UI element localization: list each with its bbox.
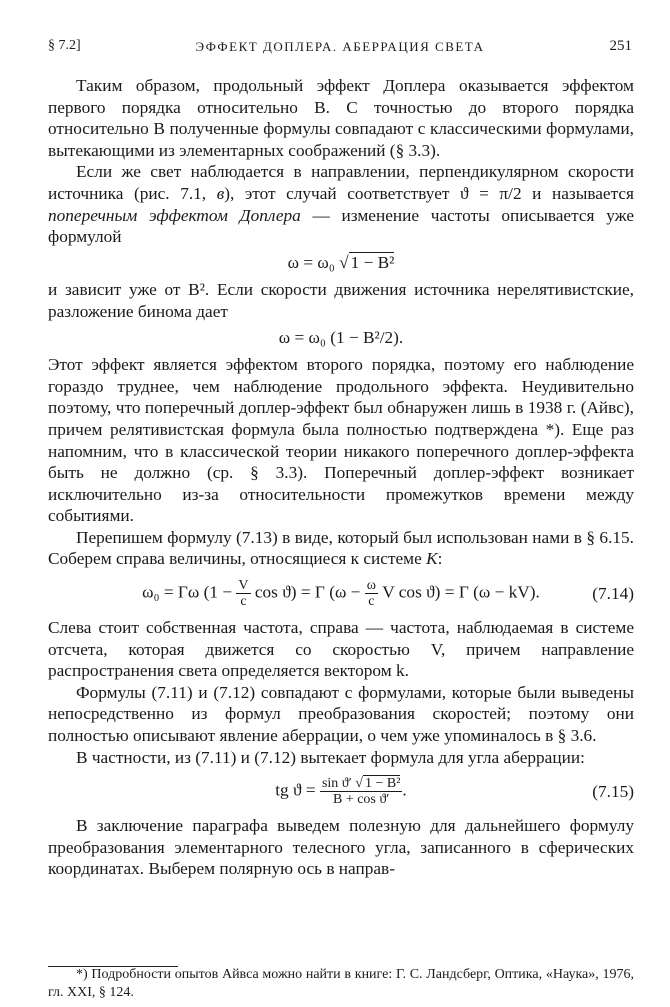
equation-number: (7.15) — [592, 781, 634, 801]
text-run: ), этот случай соответствует ϑ = π/2 и называется — [224, 183, 634, 203]
equation-binomial: ω = ω₀ (1 − B²/2). — [278, 327, 404, 347]
main-text — [48, 75, 634, 880]
text-run-italic: в — [216, 183, 225, 203]
paragraph-5 — [48, 527, 634, 570]
paragraph-8: В частности, из (7.11) и (7.12) вытекает формула для угла аберрации: — [76, 747, 585, 767]
paragraph-2 — [48, 161, 634, 247]
eq-left: ω = ω₀ — [287, 252, 335, 272]
paragraph-1: Таким образом, продольный эффект Доплера оказывается эффектом первого порядка относительно B. С точностью до второго порядка относительно B полученные формулы совпадают с классическими формулами, вытекающими из элементарных соображений (§ 3.3). — [48, 76, 634, 160]
equation-7-15 — [48, 776, 634, 807]
system-k: K — [426, 549, 438, 569]
fraction-aberration — [320, 776, 402, 807]
fraction-omega-over-c — [365, 578, 378, 609]
eq-part: tg ϑ = — [275, 780, 320, 800]
fraction-v-over-c — [236, 578, 250, 609]
text-run: : — [437, 549, 443, 569]
eq-part: ω₀ = Γω (1 − — [142, 582, 237, 602]
paragraph-3: и зависит уже от B². Если скорости движения источника нерелятивистские, разложение бинома дает — [48, 280, 634, 321]
paragraph-7: Формулы (7.11) и (7.12) совпадают с формулами, которые были выведены непосредственно из формул преобразования скоростей; поэтому они полностью описывают явление аберрации, о чем уже упоминалось в § 3.6. — [48, 682, 634, 746]
text-run: Если же свет наблюдается в направлении, перпендикулярном скорости источника (рис. 7.1, — [48, 162, 634, 203]
eq-part: V cos ϑ) = Γ (ω − kV). — [377, 582, 540, 602]
paragraph-6: Слева стоит собственная частота, справа — частота, наблюдаемая в системе отсчета, которая движется со скоростью V, причем направление распространения света определяется вектором k. — [48, 618, 634, 681]
running-header — [48, 38, 632, 60]
running-title: ЭФФЕКТ ДОПЛЕРА. АБЕРРАЦИЯ СВЕТА — [195, 39, 485, 54]
frac-num: sin ϑ′ √ 1 − B² — [321, 776, 401, 792]
eq-part: sin ϑ′ — [321, 776, 356, 792]
term-transverse-doppler: поперечным эффектом Доплера — [48, 205, 301, 225]
text-run: Перепишем формулу (7.13) в виде, который был использован нами в § 6.15. Соберем справа величины, относящиеся к системе — [48, 527, 634, 569]
eq-radicand: 1 − B² — [364, 776, 401, 792]
equation-7-14 — [48, 578, 634, 609]
eq-part: . — [402, 780, 407, 800]
page-number: 251 — [609, 38, 632, 54]
frac-den: c — [240, 594, 247, 610]
eq-part: cos ϑ) = Γ (ω − — [250, 582, 365, 602]
frac-num: ω — [366, 578, 376, 594]
paragraph-4: Этот эффект является эффектом второго порядка, поэтому его наблюдение гораздо труднее, чем наблюдение продольного эффекта. Неудивительно поэтому, что поперечный доплер-эффект был обнаружен лишь в 1938 г. (Айвс), причем релятивистская формула была полностью подтверждена *). Еще раз напомним, что в классической теории никакого поперечного доплер-эффекта быть не должно (ср. § 3.3). Поперечный доплер-эффект возникает исключительно из-за относительности промежутков времени между событиями. — [48, 355, 634, 526]
frac-num: V — [238, 578, 249, 594]
eq-radicand: 1 − B² — [350, 252, 395, 272]
equation-omega-sqrt: ω = ω₀ √ 1 − B² — [287, 252, 395, 272]
frac-den: c — [368, 594, 375, 610]
frac-den: B + cos ϑ′ — [332, 792, 390, 808]
text-run: — изменение частоты описывается уже формулой — [48, 205, 635, 247]
section-reference: § 7.2] — [48, 38, 81, 53]
footnote: *) Подробности опытов Айвса можно найти в книге: Г. С. Ландсберг, Оптика, «Наука», 1976, гл. XXI, § 124. — [48, 967, 634, 1000]
paragraph-9: В заключение параграфа выведем полезную для дальнейшего формулу преобразования элементарного телесного угла, записанного в сферических координатах. Выберем полярную ось в направ- — [48, 816, 634, 879]
equation-number: (7.14) — [592, 583, 634, 603]
